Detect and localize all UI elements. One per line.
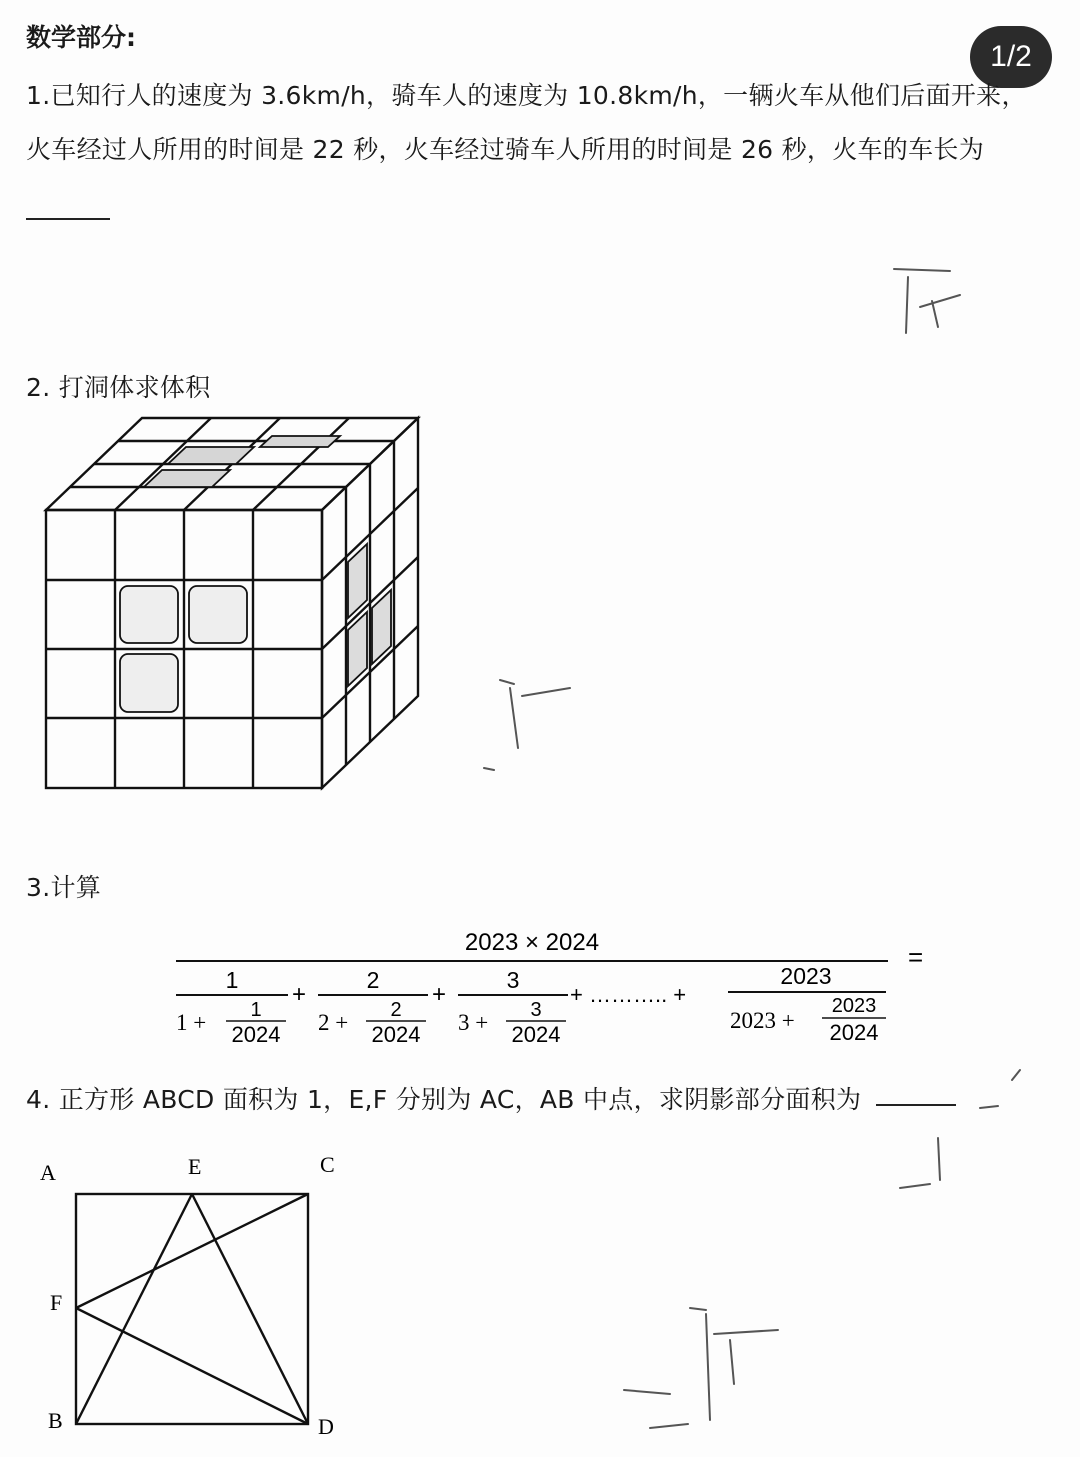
section-title: 数学部分: (26, 23, 136, 52)
q3-equals: = (908, 942, 924, 972)
square-abcd-diagram (30, 1150, 370, 1450)
q1-line-1: 1.已知行人的速度为 3.6km/h，骑车人的速度为 10.8km/h，一辆火车从他们后面开来， (26, 81, 1027, 110)
top-hole-marks (144, 436, 340, 487)
perforated-cube-diagram (40, 410, 440, 795)
term-2-whole: 2 + (318, 1010, 349, 1035)
label-e: E (188, 1154, 202, 1179)
term-2-frac-bottom: 2024 (371, 1022, 421, 1047)
q3-numerator: 2023 × 2024 (464, 929, 600, 956)
q1-line-2: 火车经过人所用的时间是 22 秒，火车经过骑车人所用的时间是 26 秒，火车的车长为 (26, 135, 985, 164)
pencil-mark-4 (610, 1300, 810, 1450)
q1-answer-blank (26, 218, 110, 220)
term-3-whole: 3 + (458, 1010, 489, 1035)
plus-2: + (432, 981, 447, 1008)
ellipsis-plus: + ……….. + (570, 982, 687, 1007)
pencil-mark-2 (470, 668, 590, 778)
term-1-whole: 1 + (176, 1010, 207, 1035)
pencil-mark-1 (880, 255, 990, 345)
term-last-frac-top: 2023 (831, 995, 877, 1017)
term-2-frac-top: 2 (390, 999, 402, 1021)
term-2-top: 2 (366, 967, 380, 993)
q3-expression (160, 918, 940, 1058)
term-1-top: 1 (225, 967, 239, 993)
term-3-frac-top: 3 (530, 999, 542, 1021)
label-f: F (50, 1290, 63, 1315)
label-a: A (40, 1160, 56, 1185)
label-d: D (318, 1414, 334, 1439)
term-last-whole: 2023 + (730, 1008, 795, 1033)
pencil-mark-3 (880, 1060, 1040, 1210)
term-3-top: 3 (506, 967, 520, 993)
term-1-frac-bottom: 2024 (231, 1022, 281, 1047)
label-b: B (48, 1408, 63, 1433)
plus-1: + (292, 981, 307, 1008)
page-indicator[interactable]: 1/2 (970, 26, 1052, 88)
q2-title: 2. 打洞体求体积 (26, 373, 211, 402)
term-3-frac-bottom: 2024 (511, 1022, 561, 1047)
term-last-frac-bottom: 2024 (829, 1020, 879, 1045)
term-last-top: 2023 (780, 963, 832, 989)
q4-text: 4. 正方形 ABCD 面积为 1，E,F 分别为 AC，AB 中点，求阴影部分面积为 (26, 1085, 862, 1114)
q3-title: 3.计算 (26, 873, 102, 902)
label-c: C (320, 1152, 335, 1177)
term-1-frac-top: 1 (250, 999, 262, 1021)
